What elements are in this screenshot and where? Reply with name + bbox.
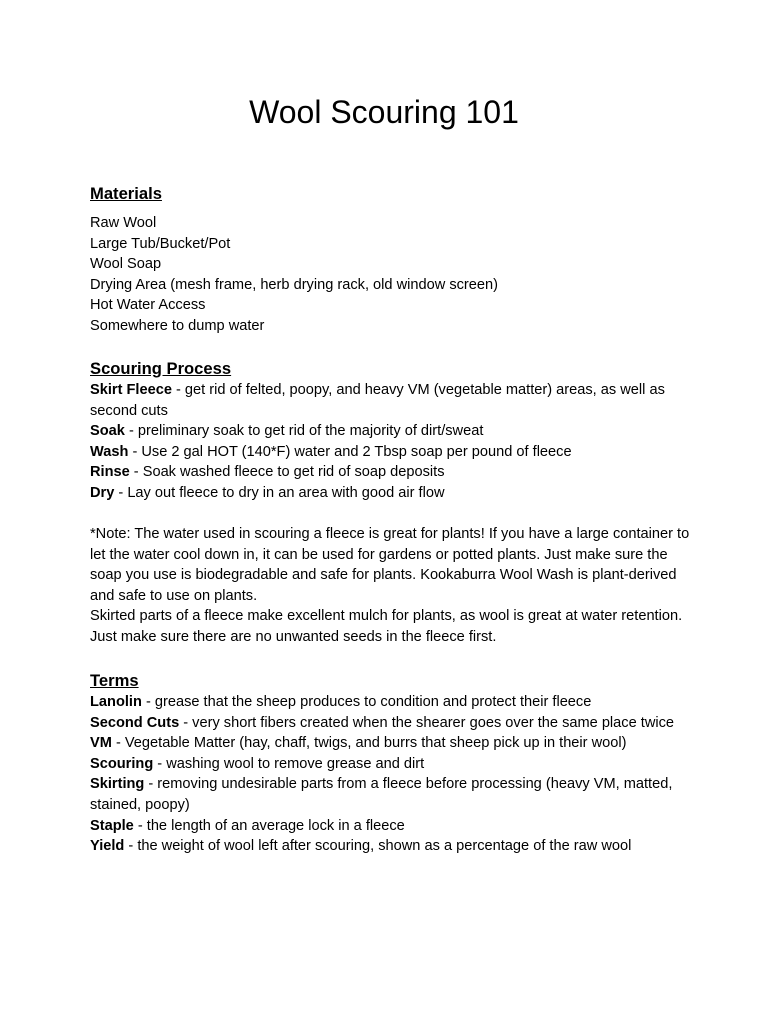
term-name: VM: [90, 735, 112, 752]
terms-section: [90, 670, 690, 857]
term-definition: [90, 774, 690, 815]
step-term: Skirt Fleece: [90, 382, 172, 398]
materials-section: [90, 183, 690, 337]
term-description: - Vegetable Matter (hay, chaff, twigs, and burrs that sheep pick up in their wool): [111, 735, 627, 752]
process-step: [90, 380, 690, 421]
step-term: Wash: [90, 443, 129, 460]
step-description: - Lay out fleece to dry in an area with good air flow: [114, 484, 445, 501]
term-name: Lanolin: [90, 694, 142, 710]
term-definition: [90, 836, 690, 857]
term-name: Staple: [90, 817, 134, 834]
term-name: Skirting: [90, 776, 145, 793]
process-step: [90, 421, 690, 442]
term-definition: [90, 733, 690, 754]
process-step: [90, 442, 690, 463]
term-definition: [90, 713, 690, 734]
materials-heading: Materials: [90, 184, 162, 203]
step-description: - get rid of felted, poopy, and heavy VM (vegetable matter) areas, as well as second cuts: [90, 382, 665, 419]
step-term: Dry: [90, 484, 115, 501]
term-name: Yield: [90, 838, 125, 855]
materials-item: Hot Water Access: [90, 297, 206, 314]
terms-heading: Terms: [90, 671, 139, 690]
term-description: - grease that the sheep produces to condition and protect their fleece: [141, 694, 592, 710]
scouring-process-section: [90, 358, 690, 504]
process-step: [90, 483, 690, 504]
term-name: Scouring: [90, 755, 154, 772]
term-definition: [90, 754, 690, 775]
step-description: - Use 2 gal HOT (140*F) water and 2 Tbsp soap per pound of fleece: [128, 443, 572, 460]
materials-item: Somewhere to dump water: [90, 317, 265, 334]
materials-item: Drying Area (mesh frame, herb drying rack, old window screen): [90, 276, 498, 293]
process-step: [90, 462, 690, 483]
materials-item: Raw Wool: [90, 215, 157, 231]
step-term: Rinse: [90, 464, 130, 481]
step-term: Soak: [90, 423, 125, 440]
page-title: Wool Scouring 101: [249, 94, 519, 130]
materials-item: Wool Soap: [90, 256, 162, 273]
note-section: [90, 524, 690, 648]
step-description: - Soak washed fleece to get rid of soap deposits: [129, 464, 445, 481]
process-heading: Scouring Process: [90, 359, 232, 378]
term-description: - the weight of wool left after scouring, shown as a percentage of the raw wool: [124, 838, 632, 855]
term-definition: [90, 692, 690, 713]
step-description: - preliminary soak to get rid of the majority of dirt/sweat: [124, 423, 484, 440]
term-name: Second Cuts: [90, 714, 180, 731]
materials-item: Large Tub/Bucket/Pot: [90, 235, 231, 252]
term-description: - washing wool to remove grease and dirt: [153, 755, 425, 772]
term-description: - removing undesirable parts from a fleece before processing (heavy VM, matted, stained, poopy): [90, 776, 673, 813]
note-paragraph: Skirted parts of a fleece make excellent mulch for plants, as wool is great at water retention. Just make sure there are no unwanted seeds in the fleece first.: [90, 608, 683, 645]
term-description: - the length of an average lock in a fleece: [133, 817, 405, 834]
term-description: - very short fibers created when the shearer goes over the same place twice: [179, 714, 675, 731]
note-paragraph: *Note: The water used in scouring a fleece is great for plants! If you have a large container to let the water cool down in, it can be used for gardens or potted plants. Just make sure the soap you use is biodegradable and safe for plants. Kookaburra Wool Wash is plant-derived and safe to use on plants.: [90, 526, 690, 604]
term-definition: [90, 816, 690, 837]
